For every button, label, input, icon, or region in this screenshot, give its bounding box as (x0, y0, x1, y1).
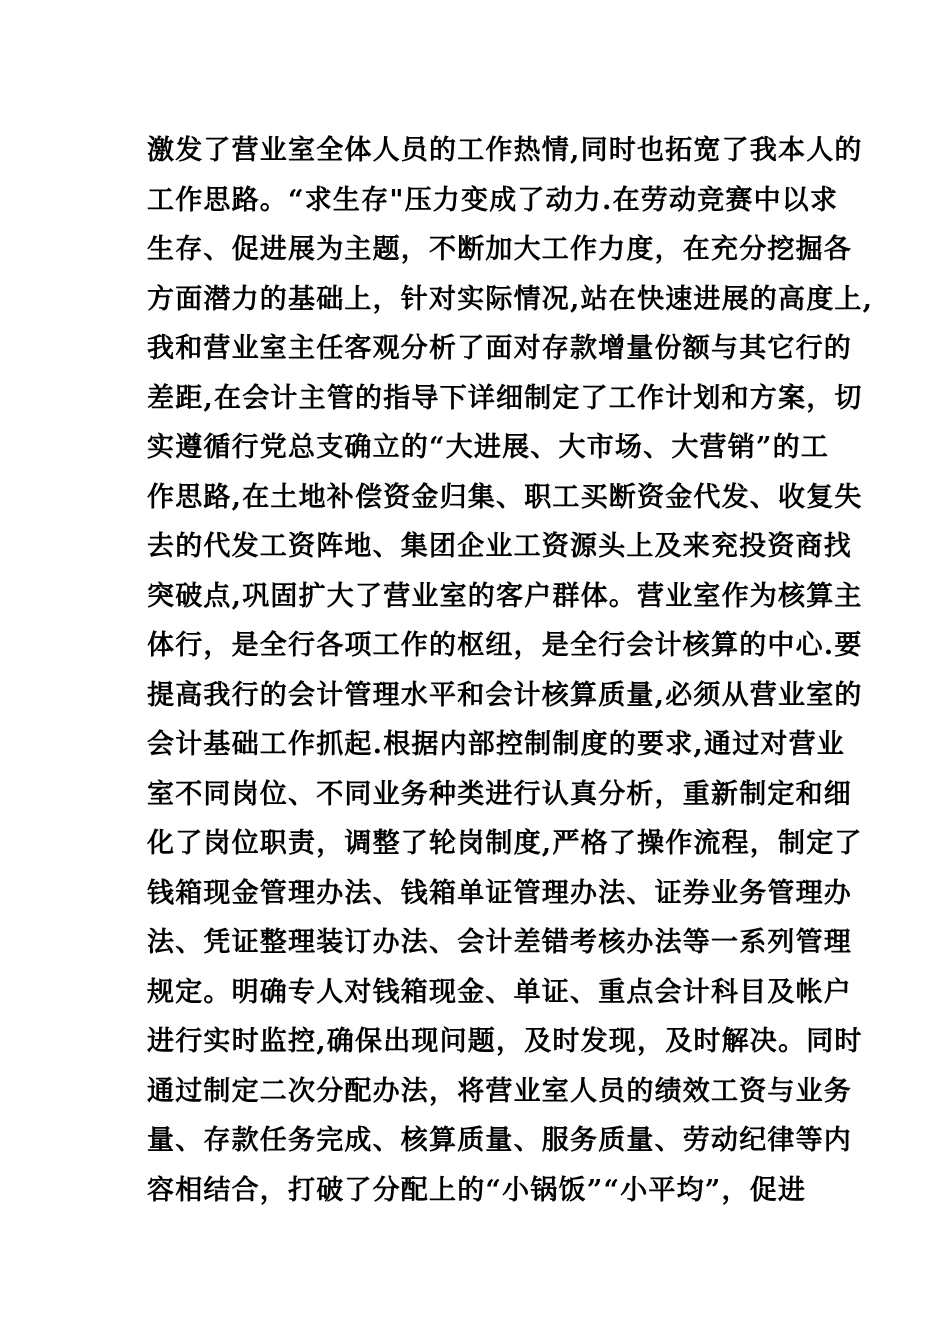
text-line: 作思路,在土地补偿资金归集、职工买断资金代发、收复失 (147, 481, 863, 513)
text-line: 会计基础工作抓起.根据内部控制制度的要求,通过对营业 (147, 729, 845, 760)
text-line: 钱箱现金管理办法、钱箱单证管理办法、证券业务管理办 (147, 877, 852, 909)
text-line: 去的代发工资阵地、集团企业工资源头上及来兖投资商找 (147, 531, 852, 562)
text-line: 法、凭证整理装订办法、会计差错考核办法等一系列管理 (147, 927, 852, 958)
text-line: 量、存款任务完成、核算质量、服务质量、劳动纪律等内 (147, 1125, 852, 1156)
text-line: 我和营业室主任客观分析了面对存款增量份额与其它行的 (147, 333, 852, 364)
text-line: 室不同岗位、不同业务种类进行认真分析，重新制定和细 (147, 778, 852, 810)
text-line: 激发了营业室全体人员的工作热情,同时也拓宽了我本人的 (147, 135, 863, 166)
text-line: 生存、促进展为主题，不断加大工作力度，在充分挖掘各 (147, 234, 852, 265)
text-line: 方面潜力的基础上，针对实际情况,站在快速进展的高度上, (147, 283, 874, 315)
text-line: 体行，是全行各项工作的枢纽，是全行会计核算的中心.要 (147, 630, 863, 661)
text-line: 容相结合，打破了分配上的“小锅饭”“小平均”，促进 (147, 1174, 807, 1206)
text-line: 化了岗位职责，调整了轮岗制度,严格了操作流程，制定了 (147, 828, 863, 859)
text-line: 实遵循行党总支确立的“大进展、大市场、大营销”的工 (147, 432, 830, 463)
body-text (147, 126, 874, 1215)
text-line: 突破点,巩固扩大了营业室的客户群体。营业室作为核算主 (147, 580, 863, 612)
text-line: 差距,在会计主管的指导下详细制定了工作计划和方案，切 (147, 382, 863, 414)
text-line: 规定。明确专人对钱箱现金、单证、重点会计科目及帐户 (147, 976, 852, 1008)
text-line: 工作思路。“求生存"压力变成了动力.在劳动竞赛中以求 (147, 184, 839, 216)
text-line: 提高我行的会计管理水平和会计核算质量,必须从营业室的 (147, 679, 863, 711)
text-line: 通过制定二次分配办法，将营业室人员的绩效工资与业务 (147, 1075, 852, 1107)
text-line: 进行实时监控,确保出现问题，及时发现，及时解决。同时 (147, 1026, 863, 1057)
